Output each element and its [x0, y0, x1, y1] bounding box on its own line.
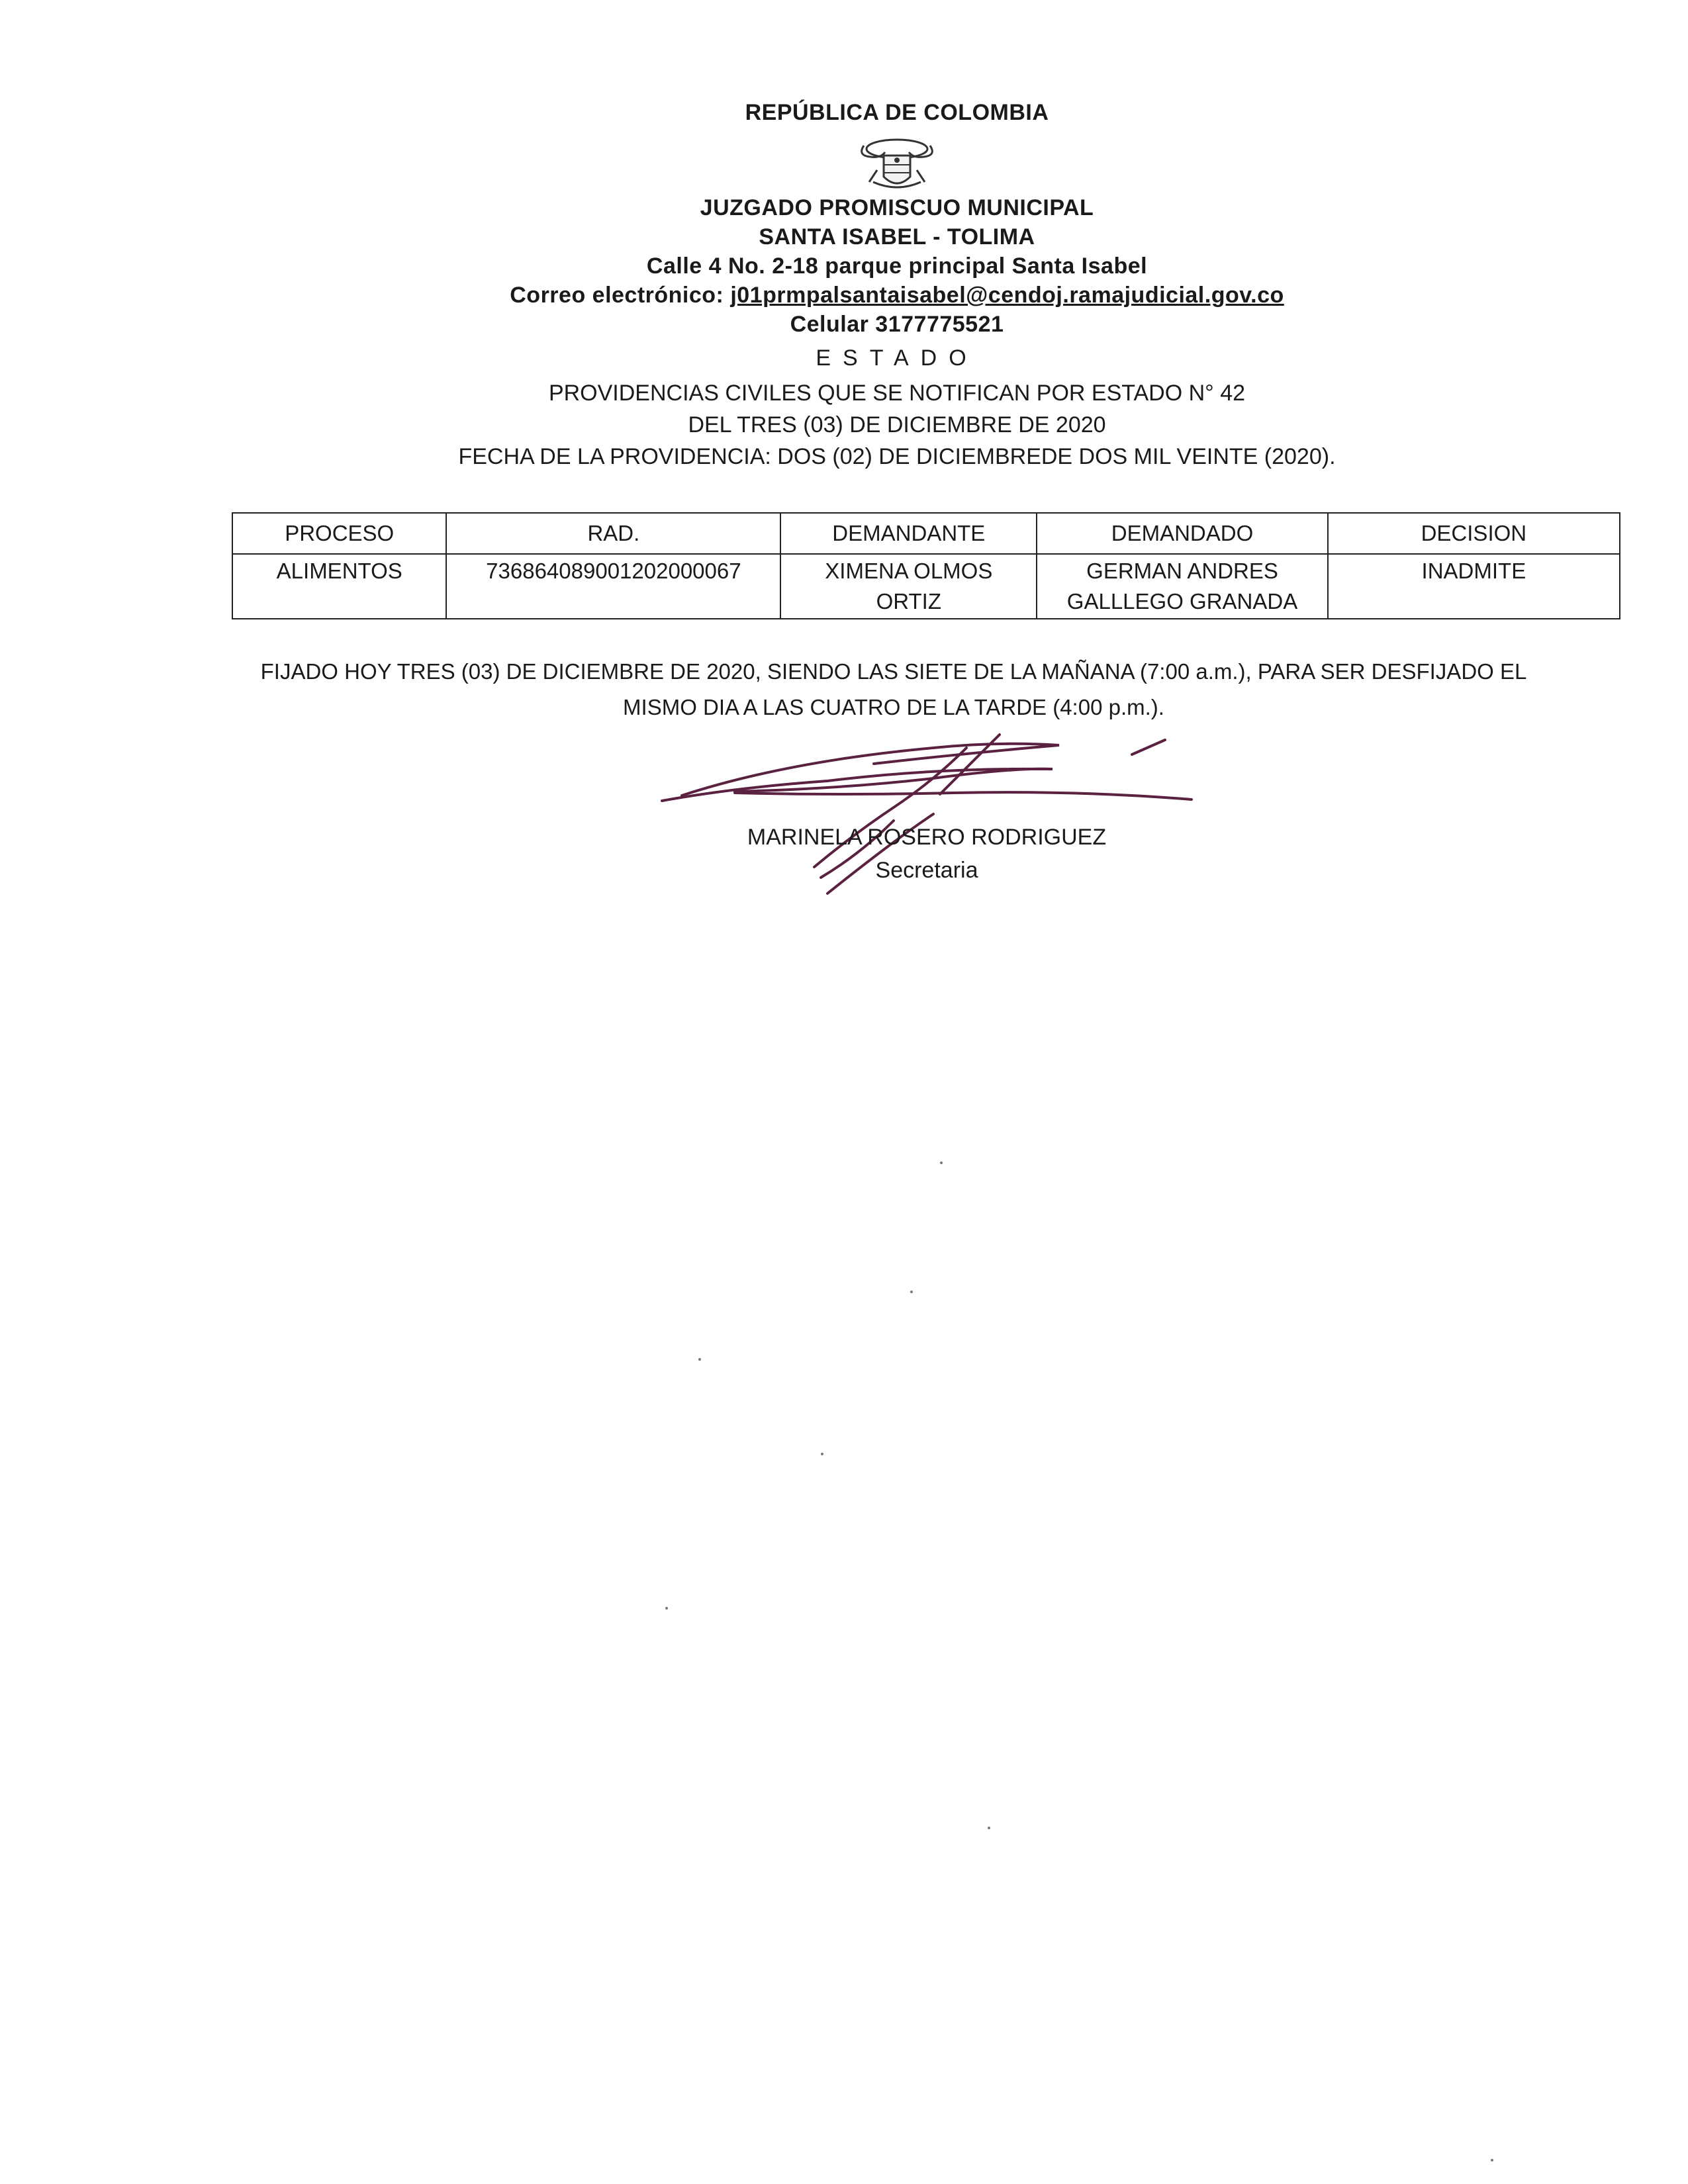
notice-line: PROVIDENCIAS CIVILES QUE SE NOTIFICAN POR ESTADO N° 42	[548, 381, 1246, 406]
cell-proceso: ALIMENTOS	[232, 554, 446, 619]
demandante-line-2: ORTIZ	[876, 589, 942, 614]
scan-speck	[988, 1827, 990, 1829]
signer-block	[669, 821, 1185, 887]
scan-speck	[1491, 2159, 1493, 2161]
providencia-date-line: FECHA DE LA PROVIDENCIA: DOS (02) DE DICIEMBREDE DOS MIL VEINTE (2020).	[458, 444, 1336, 469]
fijado-line-2: MISMO DIA A LAS CUATRO DE LA TARDE (4:00 p.m.).	[623, 695, 1164, 719]
scan-speck	[821, 1453, 823, 1455]
table-header-row	[232, 513, 1620, 554]
header-demandado: DEMANDADO	[1037, 513, 1327, 554]
court-email-line	[0, 281, 1688, 310]
fijado-notice	[232, 654, 1556, 725]
fijado-line-1: FIJADO HOY TRES (03) DE DICIEMBRE DE 2020, SIENDO LAS SIETE DE LA MAÑANA (7:00 a.m.), PARA SER DESFIJADO EL	[260, 659, 1527, 684]
estado-title: ESTADO	[816, 345, 978, 371]
court-address: Calle 4 No. 2-18 parque principal Santa Isabel	[646, 253, 1148, 279]
cell-demandante	[780, 554, 1037, 619]
table-row	[232, 554, 1620, 619]
email-link[interactable]: j01prmpalsantaisabel@cendoj.ramajudicial.gov.co	[730, 283, 1284, 308]
court-header-block	[0, 193, 1688, 339]
header-decision: DECISION	[1328, 513, 1620, 554]
scan-speck	[940, 1161, 943, 1164]
scan-speck	[665, 1607, 668, 1610]
header-proceso: PROCESO	[232, 513, 446, 554]
demandado-line-2: GALLLEGO GRANADA	[1066, 589, 1298, 614]
notice-block	[0, 377, 1688, 473]
country-title: REPÚBLICA DE COLOMBIA	[745, 100, 1049, 125]
cell-demandado	[1037, 554, 1327, 619]
coat-of-arms-seal	[851, 129, 943, 195]
cell-rad: 73686408900120200006​7	[446, 554, 780, 619]
decisions-table	[232, 512, 1620, 619]
header-rad: RAD.	[446, 513, 780, 554]
scan-speck	[910, 1291, 913, 1293]
court-location: SANTA ISABEL - TOLIMA	[759, 224, 1035, 250]
demandado-line-1: GERMAN ANDRES	[1086, 559, 1278, 583]
signer-role: Secretaria	[875, 858, 978, 883]
demandante-line-1: XIMENA OLMOS	[825, 559, 993, 583]
signer-name: MARINELA ROSERO RODRIGUEZ	[747, 825, 1107, 850]
notice-date-line: DEL TRES (03) DE DICIEMBRE DE 2020	[688, 412, 1106, 437]
email-label: Correo electrónico:	[510, 283, 731, 308]
scan-speck	[698, 1358, 701, 1361]
court-name: JUZGADO PROMISCUO MUNICIPAL	[700, 195, 1094, 220]
header-demandante: DEMANDANTE	[780, 513, 1037, 554]
court-phone: Celular 3177775521	[790, 312, 1004, 337]
cell-decision: INADMITE	[1328, 554, 1620, 619]
